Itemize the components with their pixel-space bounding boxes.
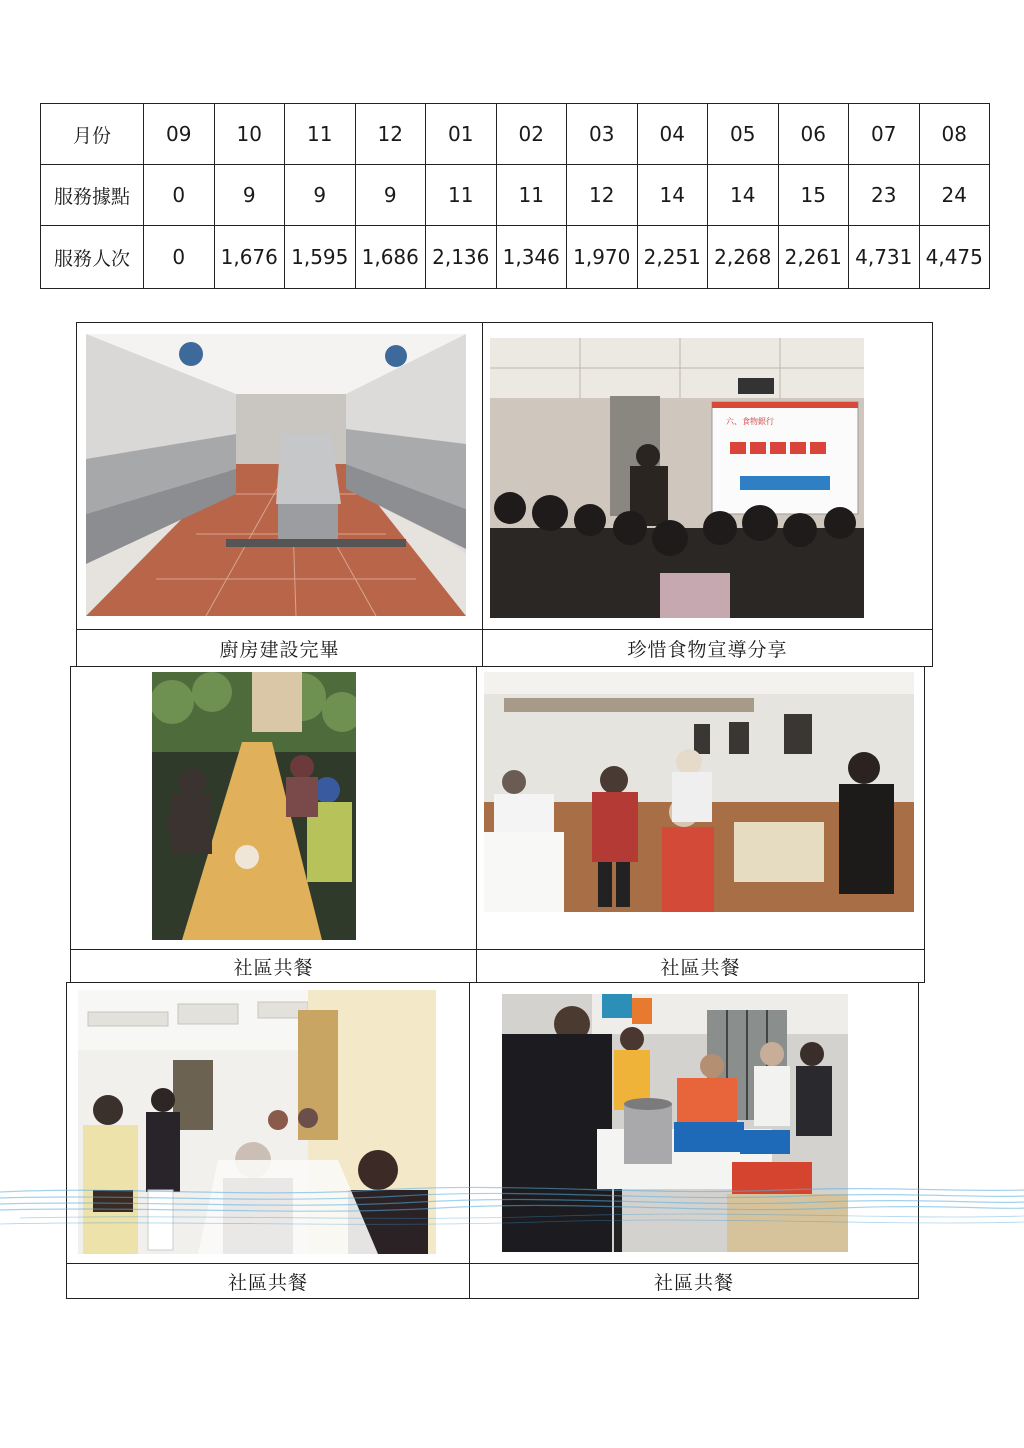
sites-cell: 9 <box>214 165 285 226</box>
photo-caption: 社區共餐 <box>653 1271 734 1294</box>
caption-cell <box>77 630 483 667</box>
visits-cell: 2,251 <box>637 226 708 289</box>
dining-hall-photo <box>78 990 436 1254</box>
month-cell: 12 <box>355 104 426 165</box>
visits-cell: 0 <box>144 226 215 289</box>
sites-row <box>41 165 990 226</box>
visits-cell: 2,136 <box>426 226 497 289</box>
buffet-crowd-photo <box>484 672 914 912</box>
food-serving-photo <box>502 994 848 1252</box>
visits-cell: 4,731 <box>849 226 920 289</box>
service-stats-table <box>40 103 990 289</box>
visits-cell: 1,686 <box>355 226 426 289</box>
visits-header: 服務人次 <box>41 226 144 289</box>
month-cell: 08 <box>919 104 990 165</box>
slide-title: 六、食物銀行 <box>726 417 774 426</box>
sites-cell: 11 <box>496 165 567 226</box>
month-row <box>41 104 990 165</box>
sites-cell: 9 <box>285 165 356 226</box>
kitchen-photo <box>86 334 466 616</box>
month-cell: 02 <box>496 104 567 165</box>
visits-row <box>41 226 990 289</box>
month-cell: 11 <box>285 104 356 165</box>
sites-cell: 12 <box>567 165 638 226</box>
caption-cell <box>71 950 477 983</box>
visits-cell: 2,261 <box>778 226 849 289</box>
sites-cell: 14 <box>708 165 779 226</box>
community-meal-photo <box>152 672 356 940</box>
caption-cell <box>470 1264 919 1299</box>
sites-cell: 0 <box>144 165 215 226</box>
month-cell: 07 <box>849 104 920 165</box>
visits-cell: 1,346 <box>496 226 567 289</box>
month-cell: 10 <box>214 104 285 165</box>
caption-cell <box>477 950 925 983</box>
month-header: 月份 <box>41 104 144 165</box>
visits-cell: 4,475 <box>919 226 990 289</box>
month-cell: 03 <box>567 104 638 165</box>
photo-caption: 珍惜食物宣導分享 <box>627 638 788 661</box>
month-cell: 05 <box>708 104 779 165</box>
month-cell: 09 <box>144 104 215 165</box>
visits-cell: 1,970 <box>567 226 638 289</box>
month-cell: 04 <box>637 104 708 165</box>
photo-caption: 社區共餐 <box>233 956 314 979</box>
sites-cell: 14 <box>637 165 708 226</box>
sites-cell: 24 <box>919 165 990 226</box>
sites-cell: 15 <box>778 165 849 226</box>
sites-cell: 23 <box>849 165 920 226</box>
sites-cell: 11 <box>426 165 497 226</box>
photo-caption: 廚房建設完畢 <box>219 638 340 661</box>
month-cell: 06 <box>778 104 849 165</box>
sites-header: 服務據點 <box>41 165 144 226</box>
visits-cell: 1,676 <box>214 226 285 289</box>
visits-cell: 2,268 <box>708 226 779 289</box>
caption-cell <box>67 1264 470 1299</box>
visits-cell: 1,595 <box>285 226 356 289</box>
photo-caption: 社區共餐 <box>227 1271 308 1294</box>
photo-caption: 社區共餐 <box>660 956 741 979</box>
sites-cell: 9 <box>355 165 426 226</box>
presentation-photo <box>490 338 864 618</box>
month-cell: 01 <box>426 104 497 165</box>
caption-cell <box>483 630 933 667</box>
